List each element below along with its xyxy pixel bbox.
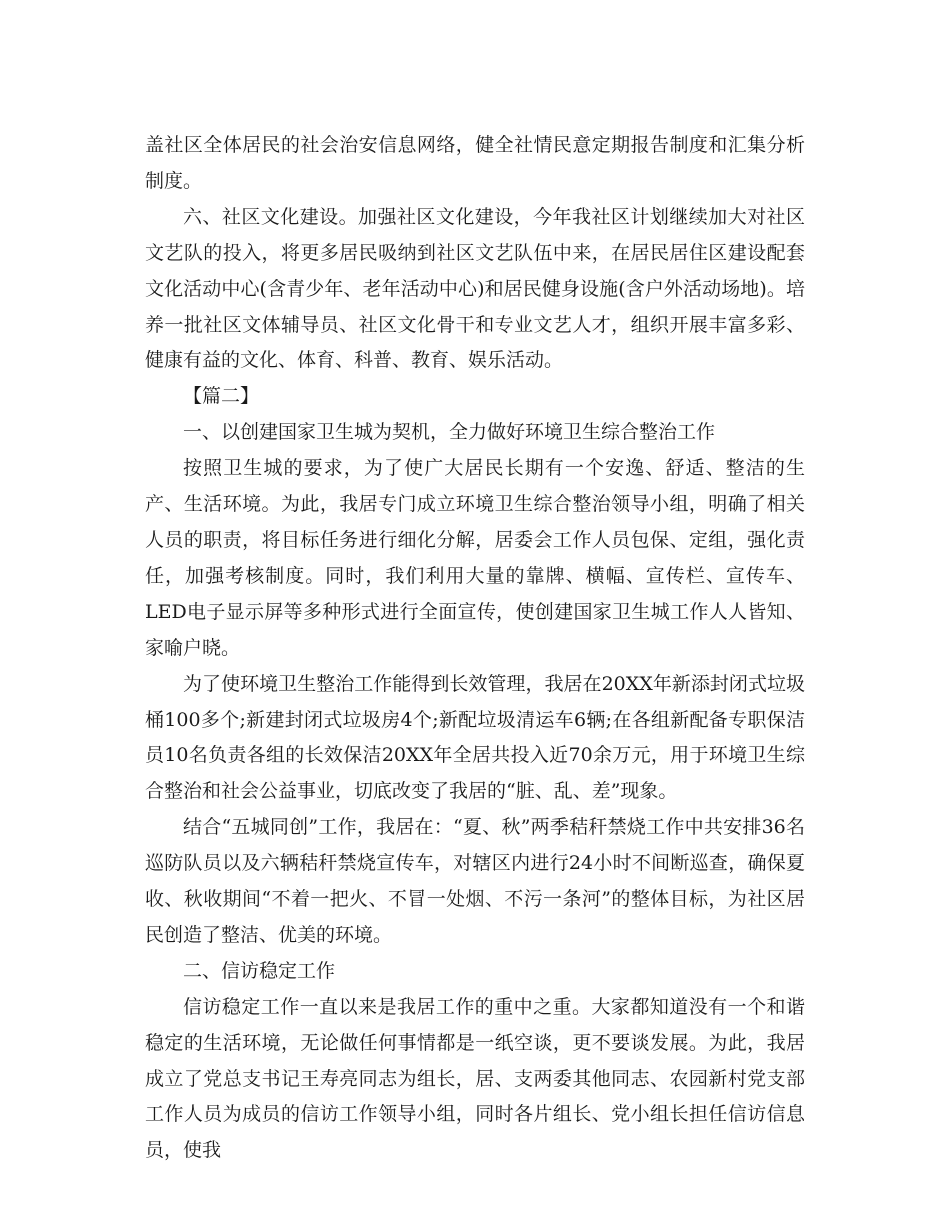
document-body <box>145 128 805 1169</box>
section-heading-part-two: 【篇二】 <box>183 385 260 408</box>
paragraph-community-culture: 六、社区文化建设。加强社区文化建设，今年我社区计划继续加大对社区文艺队的投入，将更多居民吸纳到社区文艺队伍中来，在居民居住区建设配套文化活动中心(含青少年、老年活动中心)和居民健身设施(含户外活动场地)。培养一批社区文体辅导员、社区文化骨干和专业文艺人才，组织开展丰富多彩、健康有益的文化、体育、科普、教育、娱乐活动。 <box>145 205 805 372</box>
paragraph-sanitation-requirements: 按照卫生城的要求，为了使广大居民长期有一个安逸、舒适、整洁的生产、生活环境。为此，我居专门成立环境卫生综合整治领导小组，明确了相关人员的职责，将目标任务进行细化分解，居委会工作人员包保、定组，强化责任，加强考核制度。同时，我们利用大量的靠牌、横幅、宣传栏、宣传车、LED电子显示屏等多种形式进行全面宣传，使创建国家卫生城工作人人皆知、家喻户晓。 <box>145 457 805 659</box>
paragraph-sanitation-management: 为了使环境卫生整治工作能得到长效管理，我居在20XX年新添封闭式垃圾桶100多个;新建封闭式垃圾房4个;新配垃圾清运车6辆;在各组新配备专职保洁员10名负责各组的长效保洁20XX年全居共投入近70余万元，用于环境卫生综合整治和社会公益事业，切底改变了我居的“脏、乱、差”现象。 <box>145 672 805 803</box>
heading-sanitation: 一、以创建国家卫生城为契机，全力做好环境卫生综合整治工作 <box>183 421 716 444</box>
paragraph-continuation: 盖社区全体居民的社会治安信息网络，健全社情民意定期报告制度和汇集分析制度。 <box>145 134 805 192</box>
paragraph-petition-work: 信访稳定工作一直以来是我居工作的重中之重。大家都知道没有一个和谐稳定的生活环境，无论做任何事情都是一纸空谈，更不要谈发展。为此，我居成立了党总支书记王寿亮同志为组长，居、支两委其他同志、农园新村党支部工作人员为成员的信访工作领导小组，同时各片组长、党小组长担任信访信息员，使我 <box>145 995 805 1162</box>
paragraph-straw-burning: 结合“五城同创”工作，我居在：“夏、秋”两季秸秆禁烧工作中共安排36名巡防队员以及六辆秸秆禁烧宣传车，对辖区内进行24小时不间断巡查，确保夏收、秋收期间“不着一把火、不冒一处烟、不污一条河”的整体目标，为社区居民创造了整洁、优美的环境。 <box>145 816 805 946</box>
heading-petition-stability: 二、信访稳定工作 <box>183 959 336 982</box>
